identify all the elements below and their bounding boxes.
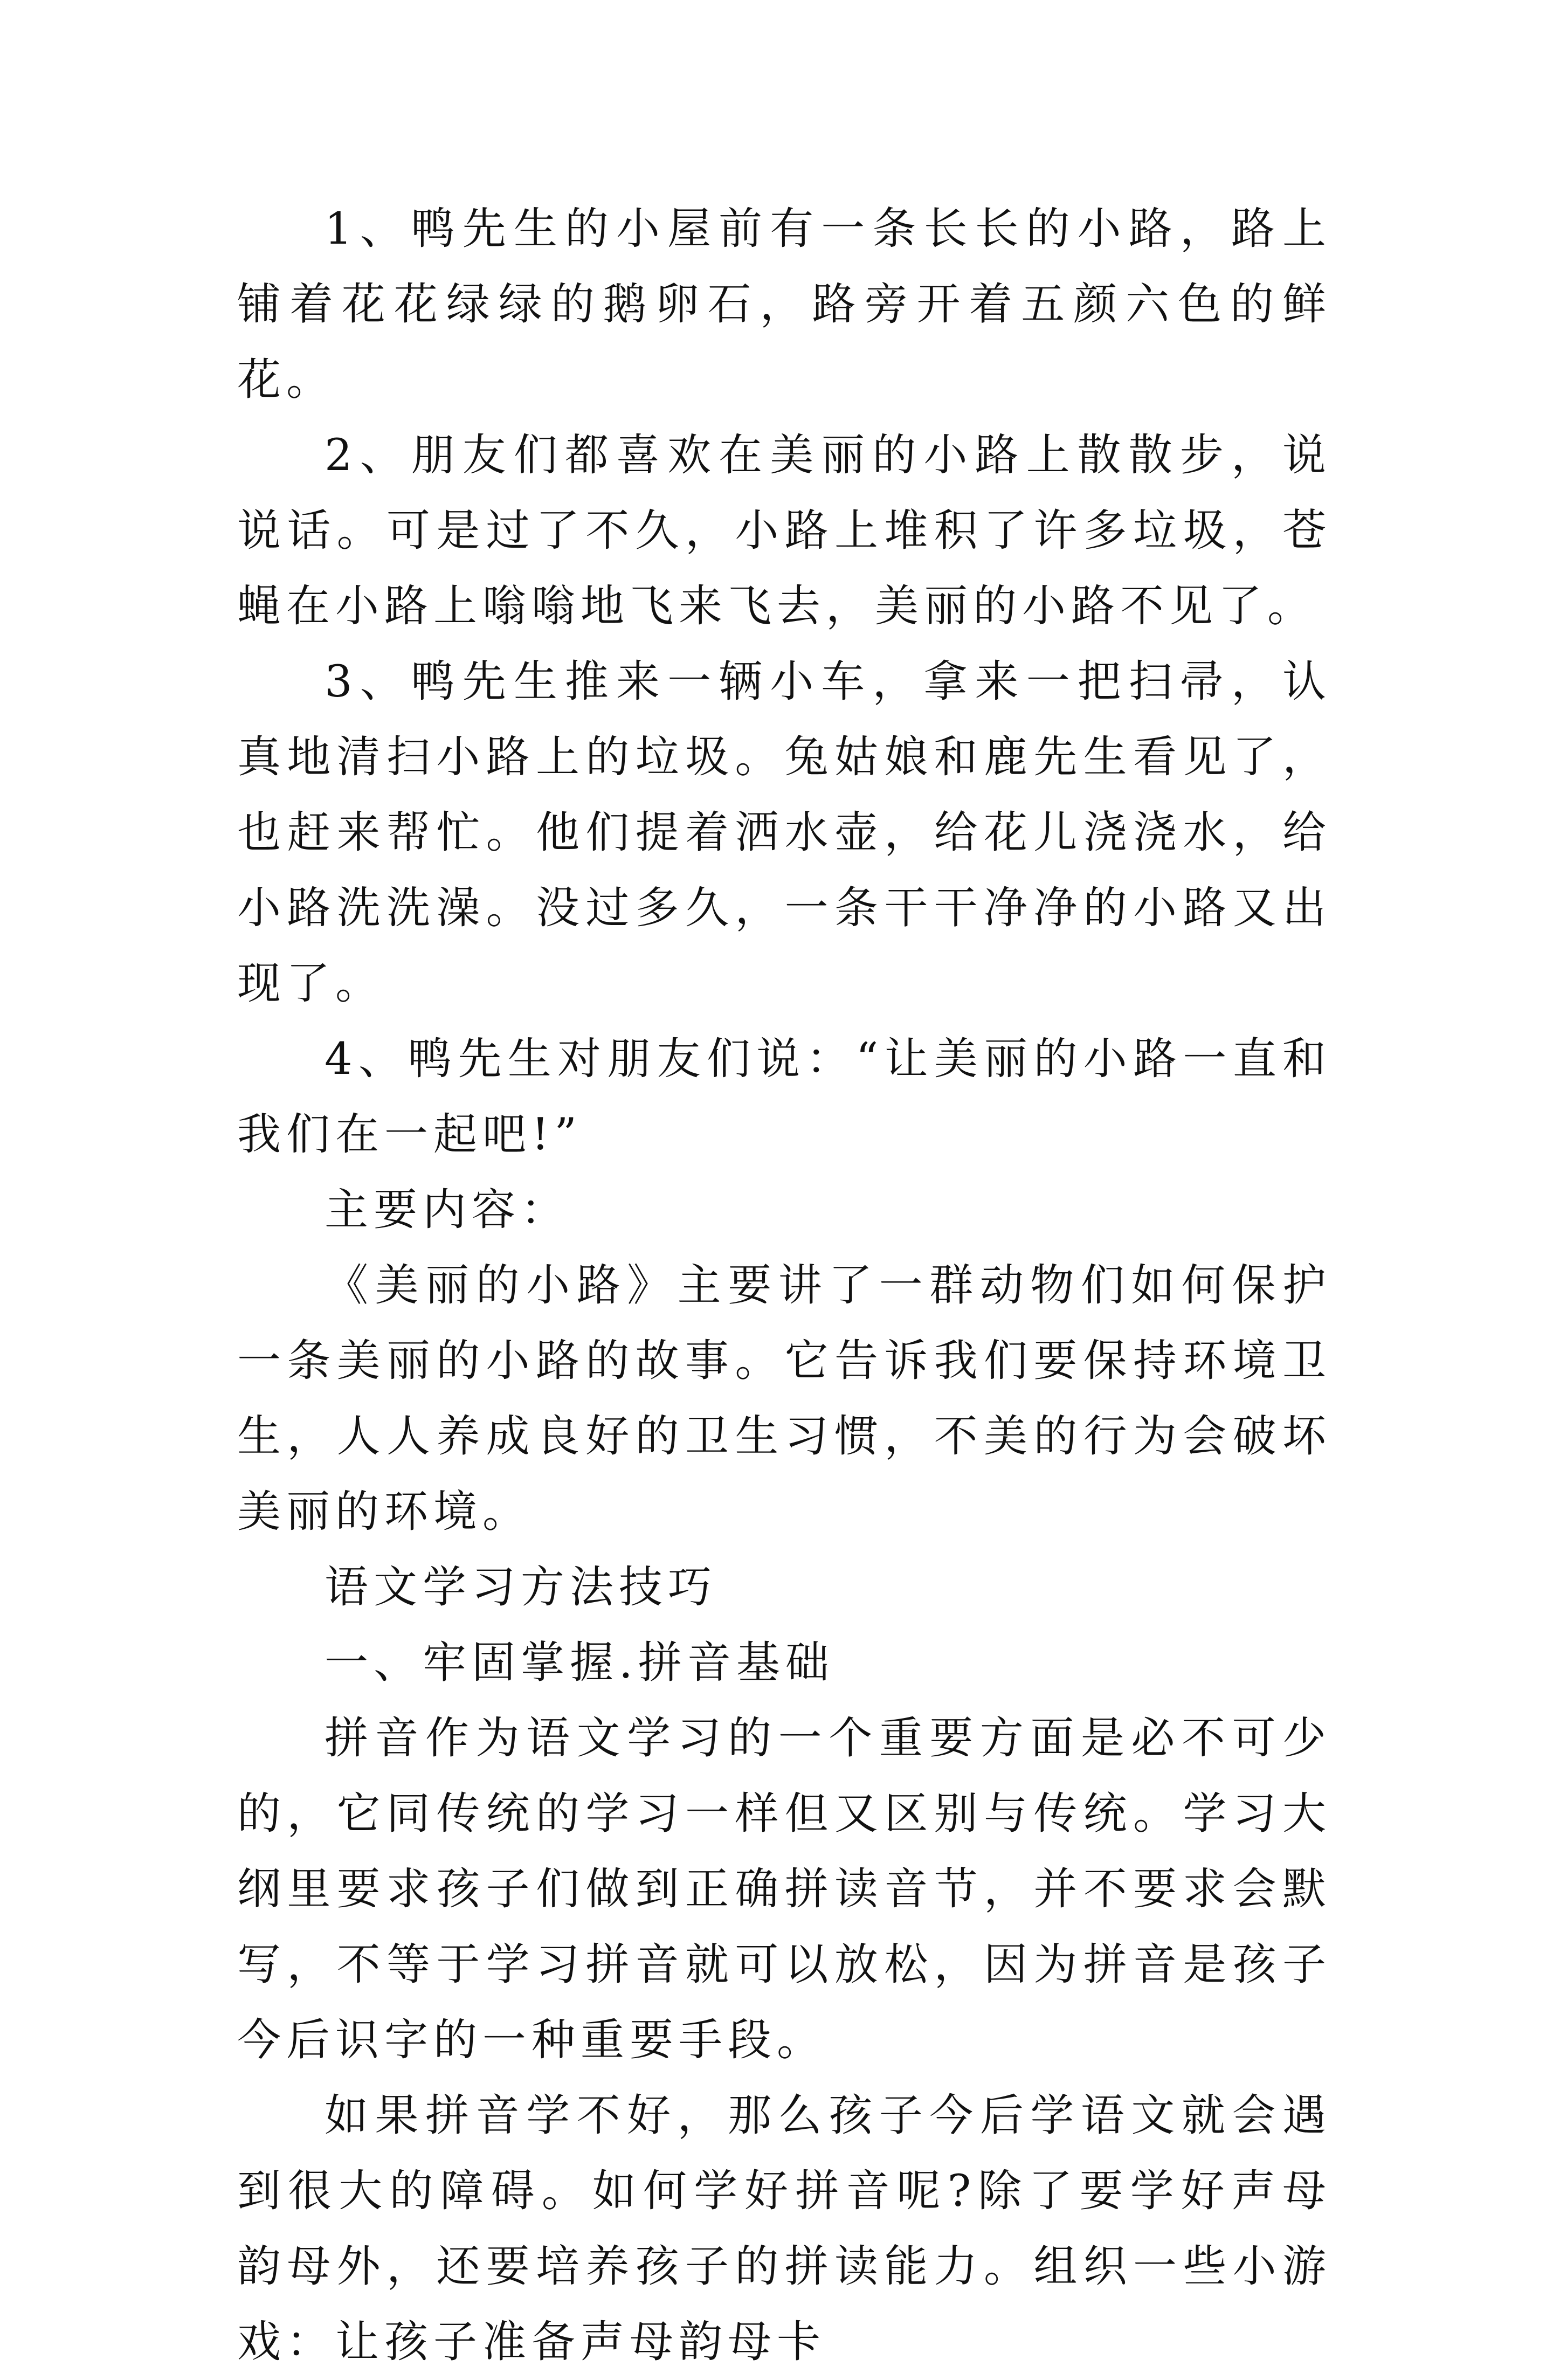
paragraph-story-4: 4、鸭先生对朋友们说：“让美丽的小路一直和我们在一起吧!” bbox=[237, 1034, 1331, 1160]
heading-main-content: 主要内容： bbox=[325, 1185, 570, 1236]
heading-pinyin-basics: 一、牢固掌握.拼音基础 bbox=[325, 1638, 834, 1688]
paragraph-summary: 《美丽的小路》主要讲了一群动物们如何保护一条美丽的小路的故事。它告诉我们要保持环境卫生，人人养成良好的卫生习惯，不美的行为会破坏美丽的环境。 bbox=[237, 1260, 1331, 1537]
document-body bbox=[237, 191, 1331, 2380]
paragraph-pinyin-importance: 拼音作为语文学习的一个重要方面是必不可少的，它同传统的学习一样但又区别与传统。学习大纲里要求孩子们做到正确拼读音节，并不要求会默写，不等于学习拼音就可以放松，因为拼音是孩子今后识字的一种重要手段。 bbox=[237, 1713, 1331, 2066]
paragraph-story-2: 2、朋友们都喜欢在美丽的小路上散散步，说说话。可是过了不久，小路上堆积了许多垃圾，苍蝇在小路上嗡嗡地飞来飞去，美丽的小路不见了。 bbox=[237, 430, 1331, 632]
heading-study-methods: 语文学习方法技巧 bbox=[325, 1562, 717, 1613]
paragraph-story-3: 3、鸭先生推来一辆小车，拿来一把扫帚，认真地清扫小路上的垃圾。兔姑娘和鹿先生看见了，也赶来帮忙。他们提着洒水壶，给花儿浇浇水，给小路洗洗澡。没过多久，一条干干净净的小路又出现了。 bbox=[237, 657, 1331, 1009]
paragraph-pinyin-practice: 如果拼音学不好，那么孩子今后学语文就会遇到很大的障碍。如何学好拼音呢?除了要学好声母韵母外，还要培养孩子的拼读能力。组织一些小游戏：让孩子准备声母韵母卡 bbox=[237, 2091, 1331, 2368]
paragraph-story-1: 1、鸭先生的小屋前有一条长长的小路，路上铺着花花绿绿的鹅卵石，路旁开着五颜六色的鲜花。 bbox=[237, 204, 1331, 405]
